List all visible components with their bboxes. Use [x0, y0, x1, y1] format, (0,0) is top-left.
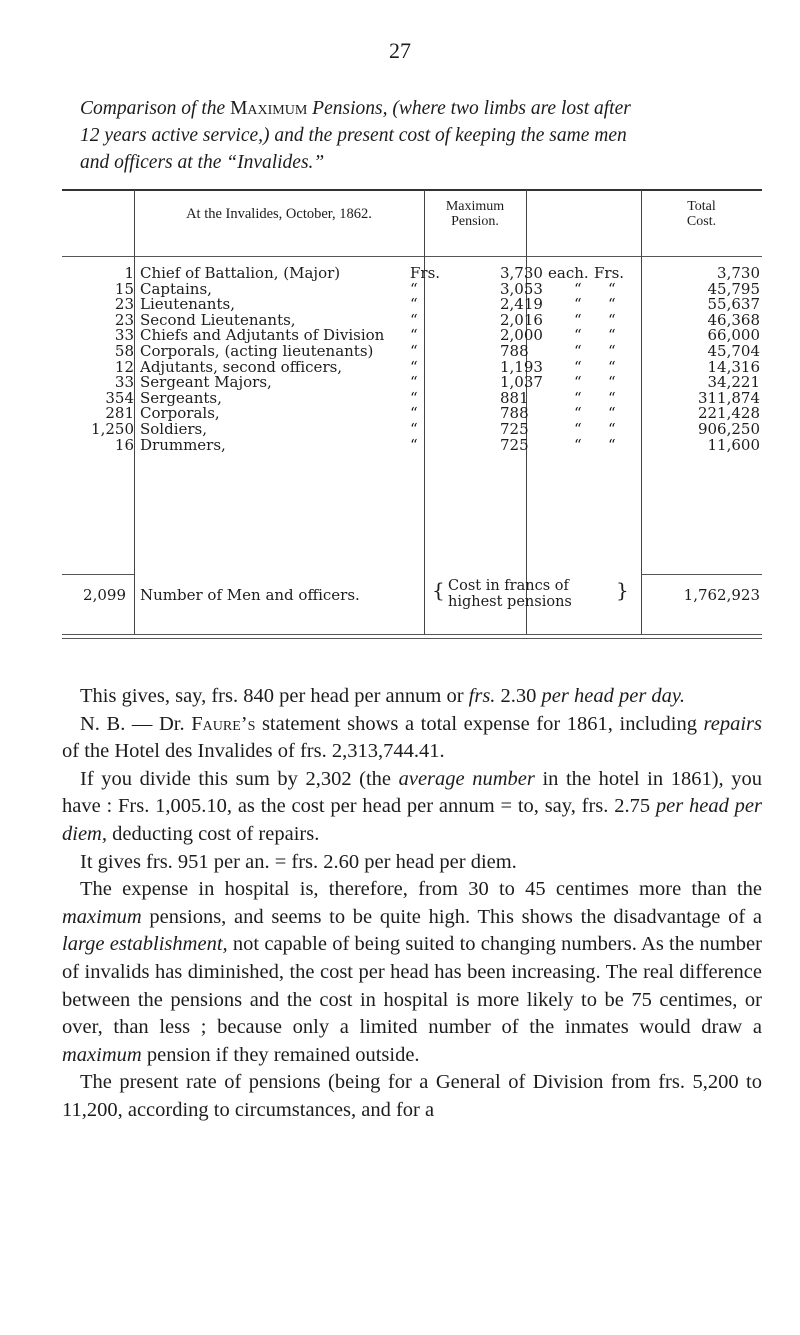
caption-line1-a: Comparison of the	[80, 98, 231, 119]
summary-label: Number of Men and officers.	[140, 586, 360, 604]
cell-total: 311,874	[697, 388, 760, 407]
cell-rank: Chiefs and Adjutants of Division	[140, 326, 385, 345]
cell-number: 1,250	[91, 419, 134, 438]
cell-pension: 2,419	[500, 295, 543, 314]
summary-number: 2,099	[83, 586, 126, 604]
cell-unit: Frs.	[410, 264, 441, 282]
text-span: This gives, say, frs. 840 per head per annum or	[80, 685, 469, 707]
cell-number: 12	[114, 357, 134, 376]
text-span: The expense in hospital is, therefore, from 30 to 45 centimes more than the	[80, 878, 762, 901]
cell-total: 66,000	[707, 326, 760, 345]
text-span: maximum	[62, 905, 142, 928]
text-span: N. B. — Dr.	[80, 712, 192, 735]
cell-total: 55,637	[707, 295, 760, 314]
cell-pension: 3,730	[500, 264, 543, 282]
cell-total: 3,730	[717, 264, 760, 282]
cell-number: 16	[114, 435, 134, 454]
cell-unit: “	[410, 295, 418, 314]
header-pension-1: Maximum	[445, 199, 505, 214]
cell-total: 906,250	[697, 419, 760, 438]
text-span: per head per diem,	[62, 795, 762, 845]
cell-unit-2: Frs.	[594, 264, 625, 282]
cell-total: 34,221	[707, 373, 760, 392]
paragraph	[62, 876, 762, 1069]
cell-total: 221,428	[697, 404, 760, 423]
paragraph: The present rate of pensions (being for a General of Division from frs. 5,200 to 11,200, according to circumstances, and for a	[62, 1071, 762, 1121]
text-span: maximum	[62, 1043, 142, 1066]
cell-pension: 788	[500, 341, 529, 360]
table-caption	[62, 95, 762, 176]
paragraph	[62, 711, 762, 766]
cell-rank: Sergeant Majors,	[140, 373, 272, 392]
table-bottom-rule-double	[62, 638, 762, 639]
table-header-rule	[62, 256, 762, 257]
cell-number: 33	[114, 373, 134, 392]
cell-ditto: “	[608, 295, 616, 314]
cell-pension: 3,053	[500, 279, 543, 298]
header-rank: At the Invalides, October, 1862.	[186, 206, 372, 222]
cell-ditto: “	[574, 326, 582, 345]
paragraph	[62, 766, 762, 849]
cell-ditto: “	[574, 388, 582, 407]
pension-table	[62, 264, 762, 454]
cell-rank: Captains,	[140, 279, 212, 298]
text-span: average number	[398, 767, 535, 790]
header-pension-2: Pension.	[451, 214, 499, 229]
table-row	[62, 436, 762, 452]
cell-ditto: “	[608, 435, 616, 454]
cell-unit: “	[410, 404, 418, 423]
summary-total: 1,762,923	[683, 586, 760, 604]
text-span: not capable of being suited to changing numbers. As the number of invalids has diminished, the cost per head has been increasing. The real difference between the pensions and the cost in hospital is more likely to be 75 centimes, or over, than less ; because only a limited number of the inmates would draw a	[62, 933, 762, 1039]
cell-number: 58	[114, 341, 134, 360]
cell-unit: “	[410, 435, 418, 454]
table-row	[62, 420, 762, 436]
cell-unit: “	[410, 341, 418, 360]
header-total-1: Total	[687, 199, 716, 214]
cell-number: 15	[114, 279, 134, 298]
table-row	[62, 280, 762, 296]
paragraph: It gives frs. 951 per an. = frs. 2.60 per head per diem.	[80, 850, 517, 873]
cell-pension: 1,193	[500, 357, 543, 376]
header-total-2: Cost.	[686, 214, 717, 229]
cell-each: each.	[548, 264, 589, 282]
caption-line1-c: Pensions, (where two limbs are lost after	[307, 98, 631, 119]
cell-unit: “	[410, 310, 418, 329]
caption-line1-b: Maximum	[230, 98, 308, 119]
cell-rank: Adjutants, second officers,	[140, 357, 343, 376]
cell-unit: “	[410, 373, 418, 392]
text-span: pension if they remained outside.	[141, 1043, 420, 1066]
text-span: repairs	[703, 712, 763, 735]
cell-pension: 1,037	[500, 373, 543, 392]
cell-ditto: “	[608, 341, 616, 360]
table-row	[62, 311, 762, 327]
cell-number: 1	[124, 264, 134, 282]
summary-note-2: highest pensions	[448, 594, 572, 610]
table-row	[62, 389, 762, 405]
cell-rank: Sergeants,	[140, 388, 222, 407]
cell-total: 11,600	[707, 435, 760, 454]
body-text	[62, 683, 762, 1125]
caption-line3: and officers at the “Invalides.”	[80, 152, 325, 173]
cell-number: 23	[114, 310, 134, 329]
cell-ditto: “	[574, 279, 582, 298]
paragraph	[62, 683, 762, 711]
cell-number: 33	[114, 326, 134, 345]
cell-ditto: “	[608, 357, 616, 376]
cell-pension: 725	[500, 435, 529, 454]
table-top-rule	[62, 189, 762, 191]
cell-rank: Corporals, (acting lieutenants)	[140, 341, 374, 360]
text-span: 2.30	[495, 685, 537, 707]
cell-number: 281	[105, 404, 134, 423]
cell-total: 45,795	[707, 279, 760, 298]
cell-unit: “	[410, 357, 418, 376]
right-brace: }	[616, 578, 629, 602]
text-span: statement shows a total expense for 1861, including	[255, 712, 704, 735]
text-span: large establishment,	[62, 933, 228, 956]
table-row	[62, 358, 762, 374]
cell-total: 45,704	[707, 341, 760, 360]
cell-pension: 725	[500, 419, 529, 438]
sum-rule-number	[62, 574, 134, 575]
cell-rank: Lieutenants,	[140, 295, 235, 314]
cell-unit: “	[410, 388, 418, 407]
cell-total: 46,368	[707, 310, 760, 329]
text-span: deducting cost of repairs.	[106, 822, 320, 845]
text-span: in the hotel in 1861), you have : Frs. 1,005.10, as the cost per head per annum = to, say, frs. 2.75	[62, 767, 762, 818]
cell-ditto: “	[574, 404, 582, 423]
cell-unit: “	[410, 419, 418, 438]
cell-ditto: “	[608, 310, 616, 329]
page-number: 27	[389, 38, 411, 63]
sum-rule-total	[641, 574, 762, 575]
caption-line2: 12 years active service,) and the present cost of keeping the same men	[80, 125, 627, 146]
text-span: of the Hotel des Invalides of frs. 2,313,744.41.	[62, 740, 445, 763]
cell-pension: 2,016	[500, 310, 543, 329]
cell-total: 14,316	[707, 357, 760, 376]
cell-pension: 881	[500, 388, 529, 407]
cell-pension: 2,000	[500, 326, 543, 345]
table-row	[62, 373, 762, 392]
table-row	[62, 326, 762, 345]
cell-rank: Drummers,	[140, 435, 226, 454]
cell-rank: Second Lieutenants,	[140, 310, 296, 329]
cell-unit: “	[410, 279, 418, 298]
table-bottom-rule	[62, 634, 762, 635]
cell-ditto: “	[574, 341, 582, 360]
table-row	[62, 404, 762, 423]
cell-ditto: “	[608, 279, 616, 298]
text-span: pensions, and seems to be quite high. This shows the disadvantage of a	[141, 905, 762, 928]
cell-rank: Corporals,	[140, 404, 220, 423]
cell-rank: Chief of Battalion, (Major)	[140, 264, 341, 282]
cell-ditto: “	[574, 310, 582, 329]
cell-ditto: “	[574, 373, 582, 392]
cell-ditto: “	[574, 435, 582, 454]
cell-ditto: “	[608, 404, 616, 423]
cell-pension: 788	[500, 404, 529, 423]
cell-number: 23	[114, 295, 134, 314]
left-brace: {	[432, 578, 445, 602]
table-row	[62, 264, 762, 280]
cell-ditto: “	[574, 357, 582, 376]
text-span: If you divide this sum by 2,302 (the	[80, 767, 399, 790]
cell-number: 354	[105, 388, 134, 407]
text-span: Faure’s	[191, 712, 256, 735]
cell-ditto: “	[608, 419, 616, 438]
text-span: per head per day.	[541, 685, 686, 707]
cell-ditto: “	[608, 326, 616, 345]
cell-ditto: “	[608, 388, 616, 407]
cell-ditto: “	[574, 295, 582, 314]
cell-unit: “	[410, 326, 418, 345]
summary-note-1: Cost in francs of	[448, 578, 569, 594]
cell-rank: Soldiers,	[140, 419, 208, 438]
text-span: frs.	[468, 685, 496, 707]
cell-ditto: “	[608, 373, 616, 392]
table-row	[62, 295, 762, 314]
table-row	[62, 342, 762, 358]
cell-ditto: “	[574, 419, 582, 438]
